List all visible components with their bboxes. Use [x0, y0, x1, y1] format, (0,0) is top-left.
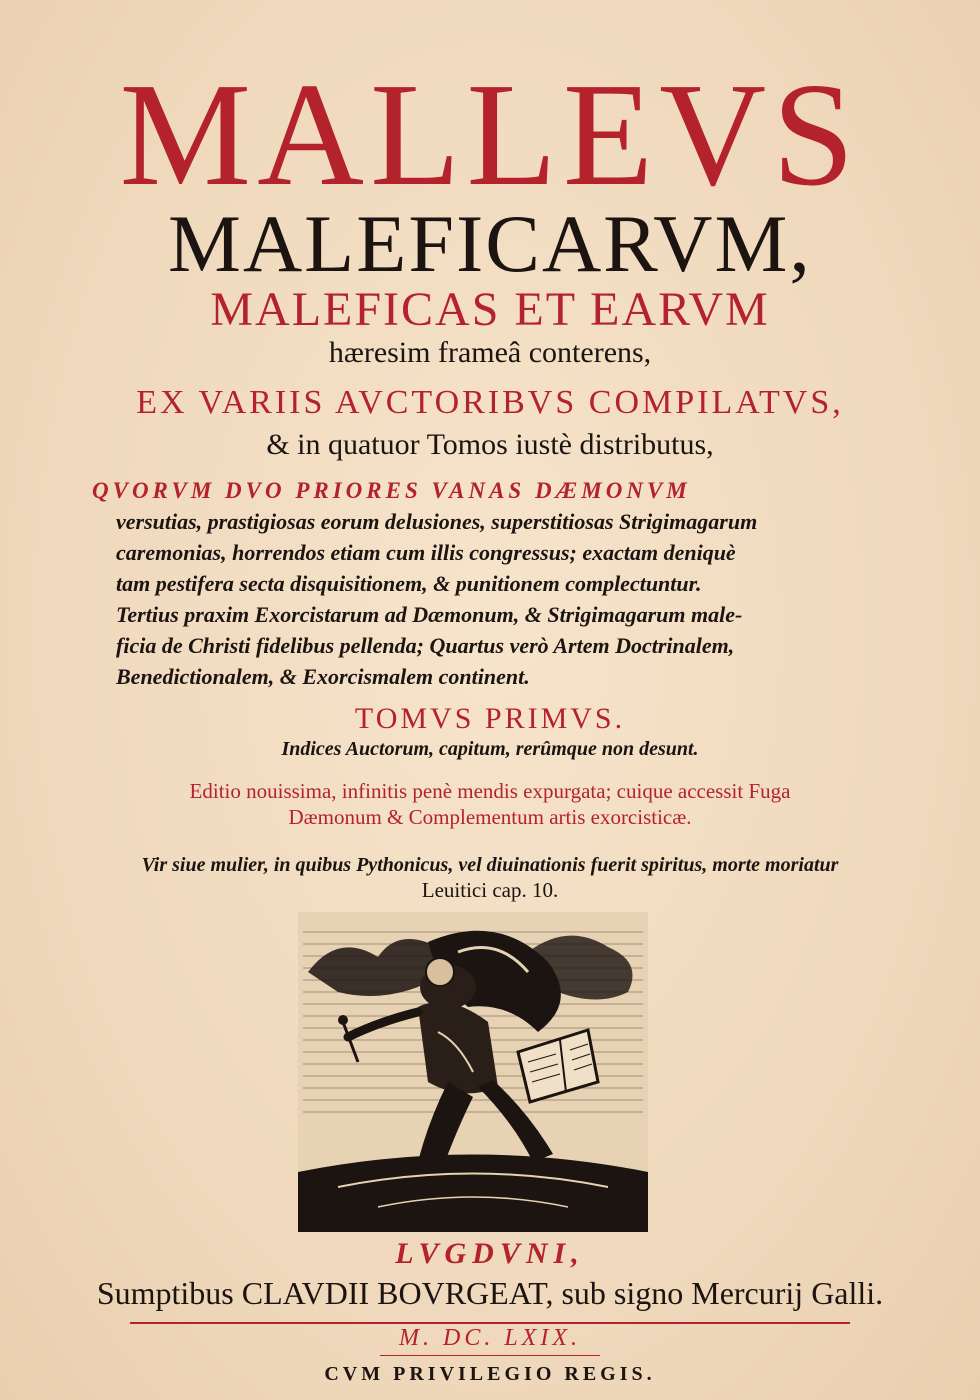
mercury-woodcut-icon [298, 912, 648, 1232]
line-quatuor-tomos: & in quatuor Tomos iustè distributus, [266, 428, 714, 461]
subtitle-maleficarum: MALEFICARVM, [168, 198, 812, 289]
editio-line-1: Editio nouissima, infinitis penè mendis expurgata; cuique accessit Fuga [189, 779, 791, 803]
contents-line: QVORVM DVO PRIORES VANAS DÆMONVM [92, 478, 691, 503]
contents-line: versutias, prastigiosas eorum delusiones, superstitiosas Strigimagarum [116, 509, 758, 534]
editio-line-2: Dæmonum & Complementum artis exorcisticæ. [288, 805, 692, 829]
divider-rule-short [380, 1355, 600, 1356]
scripture-reference: Leuitici cap. 10. [421, 878, 559, 902]
imprint-publisher: Sumptibus CLAVDII BOVRGEAT, sub signo Mercurij Galli. [96, 1275, 884, 1311]
contents-line: tam pestifera secta disquisitionem, & punitionem complectuntur. [116, 571, 702, 596]
subtitle-maleficas: MALEFICAS ET EARVM [210, 283, 770, 336]
contents-line: Tertius praxim Exorcistarum ad Dæmonum, & Strigimagarum male- [116, 602, 743, 627]
volume-label: TOMVS PRIMVS. [354, 702, 626, 735]
privilege-line: CVM PRIVILEGIO REGIS. [324, 1363, 656, 1385]
contents-paragraph [92, 475, 852, 692]
main-title: MALLEVS [119, 53, 861, 217]
imprint-city: LVGDVNI, [395, 1237, 585, 1270]
contents-line: ficia de Christi fidelibus pellenda; Quartus verò Artem Doctrinalem, [116, 633, 735, 658]
contents-line: caremonias, horrendos etiam cum illis congressus; exactam deniquè [116, 540, 736, 565]
indices-line: Indices Auctorum, capitum, rerûmque non desunt. [281, 738, 699, 760]
line-haeresim: hæresim frameâ conterens, [328, 336, 652, 369]
contents-line: Benedictionalem, & Exorcismalem continent. [116, 664, 530, 689]
imprint-date: M. DC. LXIX. [399, 1325, 581, 1351]
line-ex-variis: EX VARIIS AVCTORIBVS COMPILATVS, [136, 384, 844, 421]
scripture-quote: Vir siue mulier, in quibus Pythonicus, vel diuinationis fuerit spiritus, morte moriatur [141, 854, 839, 876]
